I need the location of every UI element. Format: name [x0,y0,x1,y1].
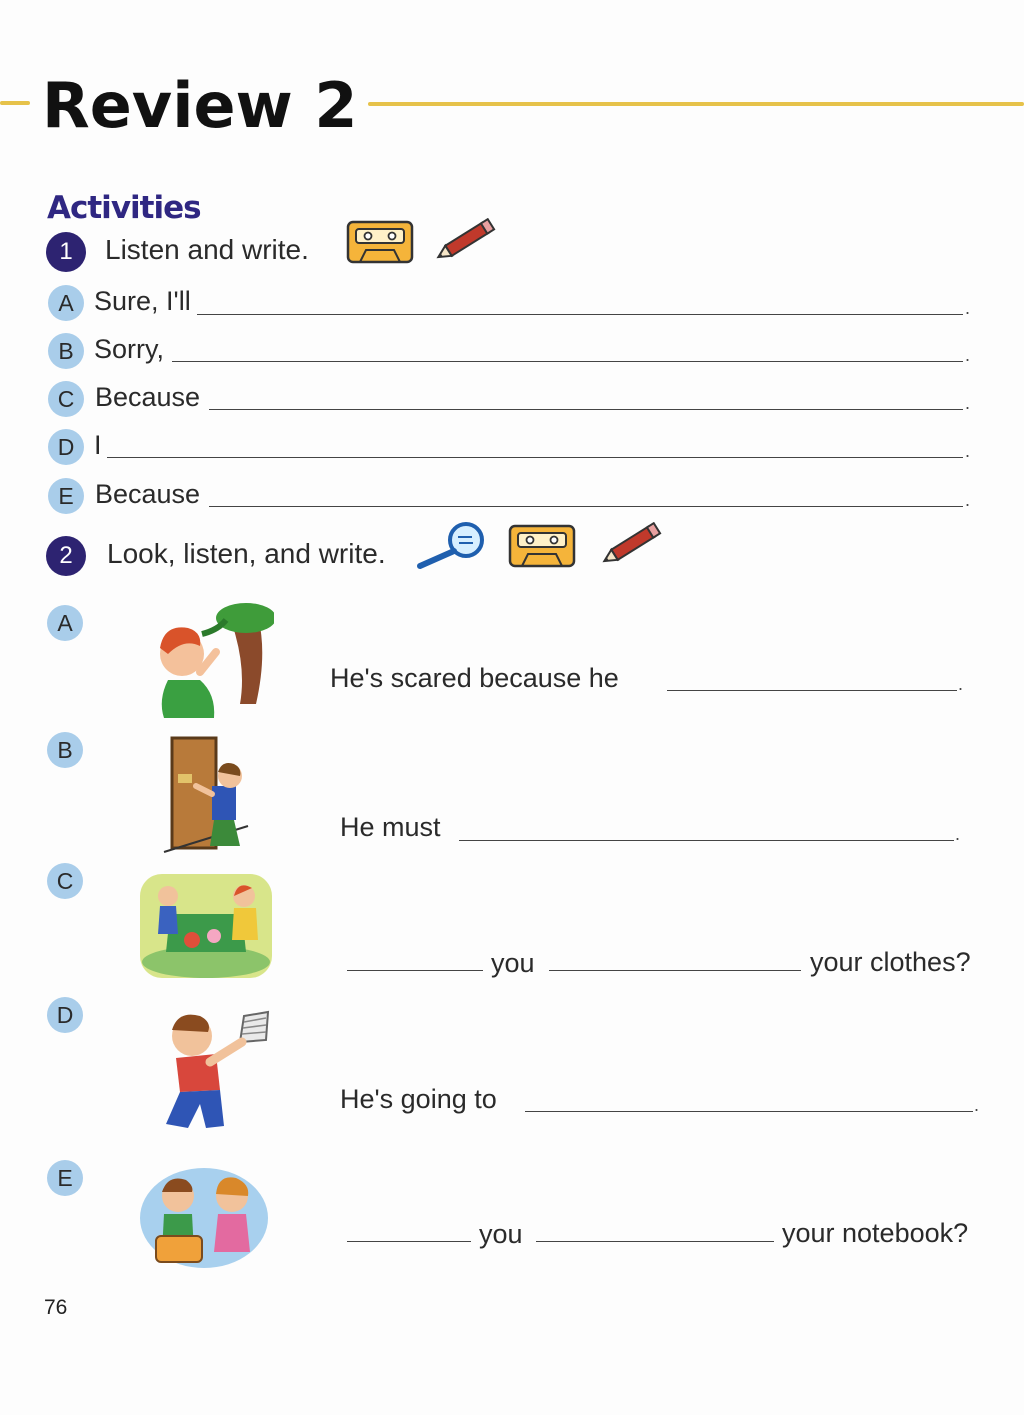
exercise-1-item-a-letter: A [48,285,84,321]
pencil-icon [430,218,502,264]
exercise-1-number: 1 [46,232,86,272]
magnifier-icon [414,520,492,570]
exercise-1-item-a-blank[interactable] [197,314,963,315]
exercise-1-item-b-blank[interactable] [172,361,963,362]
exercise-2-instruction: Look, listen, and write. [107,538,386,569]
exercise-2-item-d-letter: D [47,997,83,1033]
exercise-1-item-c-letter: C [48,381,84,417]
cassette-icon [346,220,414,264]
exercise-2-item-c-blank-1[interactable] [347,970,483,971]
boy-at-door-illustration [160,734,254,856]
exercise-2-item-c-text: you [491,948,535,978]
exercise-2-item-b-letter: B [47,732,83,768]
exercise-1-item-b-letter: B [48,333,84,369]
exercise-2-item-a-letter: A [47,605,83,641]
exercise-2-item-e-blank-2[interactable] [536,1241,774,1242]
exercise-1-item-e-blank[interactable] [209,506,963,507]
period: . [974,1095,980,1115]
exercise-1-item-d-blank[interactable] [107,457,963,458]
title-rule-left [0,101,30,105]
exercise-2-item-d-text: He's going to [340,1084,497,1114]
boy-carrying-papers-illustration [150,1000,274,1136]
page-title: Review 2 [42,69,358,142]
period: . [965,345,971,365]
exercise-2-item-e-text: you [479,1219,523,1249]
pencil-icon [596,522,668,568]
exercise-1-item-e-letter: E [48,478,84,514]
period: . [965,490,971,510]
page-number: 76 [44,1296,68,1319]
exercise-2-item-a-text: He's scared because he [330,663,619,693]
exercise-2-item-c-blank-2[interactable] [549,970,801,971]
exercise-2-item-b-blank[interactable] [459,840,954,841]
period: . [965,298,971,318]
boy-scared-by-snake-illustration [134,600,274,722]
exercise-2-item-d-blank[interactable] [525,1111,973,1112]
exercise-2-item-e-letter: E [47,1160,83,1196]
exercise-1-item-a-prompt: Sure, I'll [94,286,191,316]
exercise-2-item-c-letter: C [47,863,83,899]
exercise-2-item-a-blank[interactable] [667,690,957,691]
exercise-1-item-c-blank[interactable] [209,409,963,410]
exercise-1-instruction: Listen and write. [105,234,309,265]
exercise-1-item-d-letter: D [48,429,84,465]
boy-and-girl-with-bag-illustration [138,1162,270,1272]
title-rule-right [368,102,1024,106]
exercise-2-item-e-text-end: your notebook? [782,1218,969,1248]
period: . [965,441,971,461]
exercise-1-item-c-prompt: Because [95,382,201,412]
period: . [955,824,961,844]
cassette-icon [508,524,576,568]
period: . [965,393,971,413]
exercise-2-number: 2 [46,536,86,576]
exercise-2-item-c-text-end: your clothes? [810,947,971,977]
exercise-1-item-d-prompt: I [94,430,102,460]
children-with-clothes-on-sofa-illustration [138,870,274,982]
exercise-1-item-e-prompt: Because [95,479,201,509]
section-heading: Activities [47,190,201,226]
exercise-1-item-b-prompt: Sorry, [94,334,165,364]
period: . [958,674,964,694]
exercise-2-item-b-text: He must [340,812,441,842]
exercise-2-item-e-blank-1[interactable] [347,1241,471,1242]
